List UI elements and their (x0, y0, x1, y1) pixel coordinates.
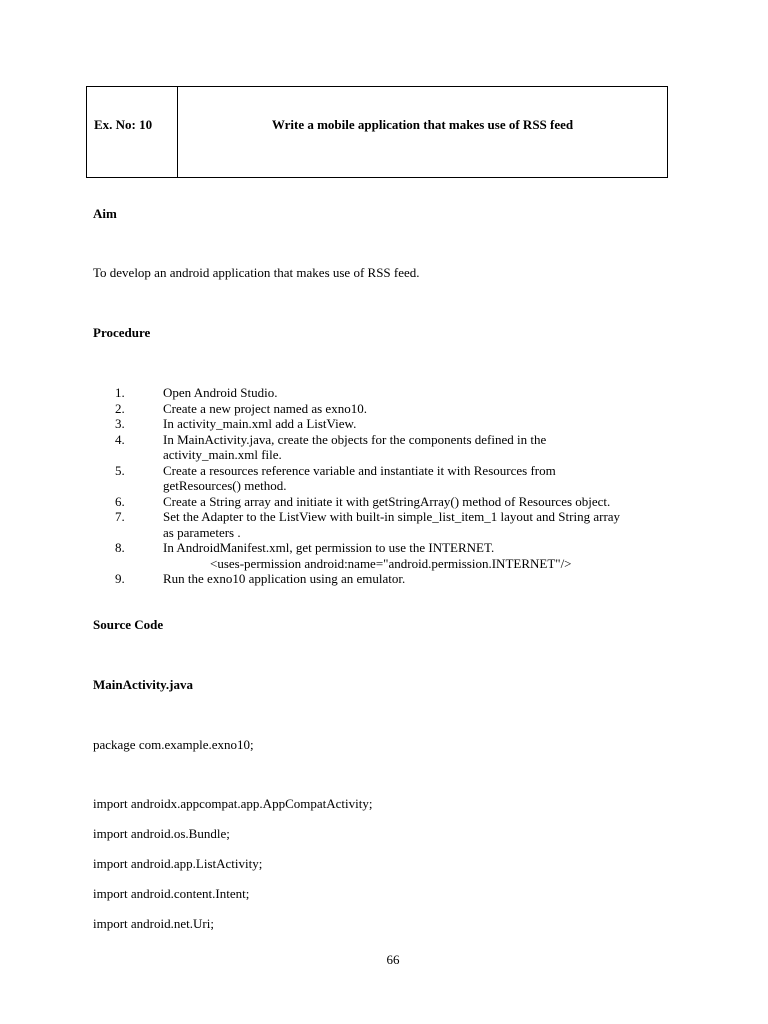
procedure-steps (93, 385, 673, 587)
source-code-heading: Source Code (93, 617, 164, 632)
procedure-step (93, 432, 673, 463)
aim-text: To develop an android application that makes use of RSS feed. (93, 265, 420, 280)
step-code-line: <uses-permission android:name="android.permission.INTERNET"/> (210, 555, 572, 571)
procedure-step (93, 385, 673, 401)
import-line: import android.content.Intent; (93, 886, 250, 901)
step-text: activity_main.xml file. (163, 447, 282, 462)
step-text: getResources() method. (163, 478, 287, 493)
exercise-number: Ex. No: 10 (94, 117, 153, 132)
step-text: Create a String array and initiate it with getStringArray() method of Resources object. (163, 493, 611, 509)
step-number: 7. (115, 509, 125, 524)
step-number: 9. (115, 571, 125, 586)
import-line: import androidx.appcompat.app.AppCompatActivity; (93, 796, 373, 811)
step-number: 8. (115, 540, 125, 555)
step-number: 5. (115, 462, 125, 478)
step-number: 3. (115, 416, 125, 431)
step-text: Set the Adapter to the ListView with built-in simple_list_item_1 layout and String array (163, 509, 621, 524)
step-text: In AndroidManifest.xml, get permission to use the INTERNET. (163, 540, 495, 555)
step-text: In activity_main.xml add a ListView. (163, 416, 357, 431)
step-text: Run the exno10 application using an emulator. (163, 571, 406, 586)
import-line: import android.net.Uri; (93, 916, 214, 931)
import-line: import android.app.ListActivity; (93, 856, 263, 871)
package-line: package com.example.exno10; (93, 737, 254, 752)
exercise-title: Write a mobile application that makes use of RSS feed (271, 117, 574, 132)
step-text: Create a new project named as exno10. (163, 400, 367, 416)
procedure-step (93, 401, 673, 417)
aim-heading: Aim (93, 206, 117, 221)
step-number: 1. (115, 385, 125, 400)
file-heading: MainActivity.java (93, 677, 194, 692)
step-text: Create a resources reference variable and instantiate it with Resources from (163, 462, 556, 478)
step-number: 6. (115, 493, 125, 509)
step-text: as parameters . (163, 524, 241, 540)
exercise-header-table (86, 86, 668, 178)
procedure-step (93, 494, 673, 510)
step-number: 4. (115, 431, 125, 447)
step-text: Open Android Studio. (163, 385, 278, 400)
step-text: In MainActivity.java, create the objects for the components defined in the (163, 431, 547, 447)
page-number: 66 (386, 952, 400, 967)
procedure-step (93, 509, 673, 540)
procedure-step (93, 540, 673, 571)
procedure-heading: Procedure (93, 325, 151, 340)
import-line: import android.os.Bundle; (93, 826, 230, 841)
procedure-step (93, 463, 673, 494)
procedure-step (93, 571, 673, 587)
step-number: 2. (115, 400, 125, 416)
procedure-step (93, 416, 673, 432)
